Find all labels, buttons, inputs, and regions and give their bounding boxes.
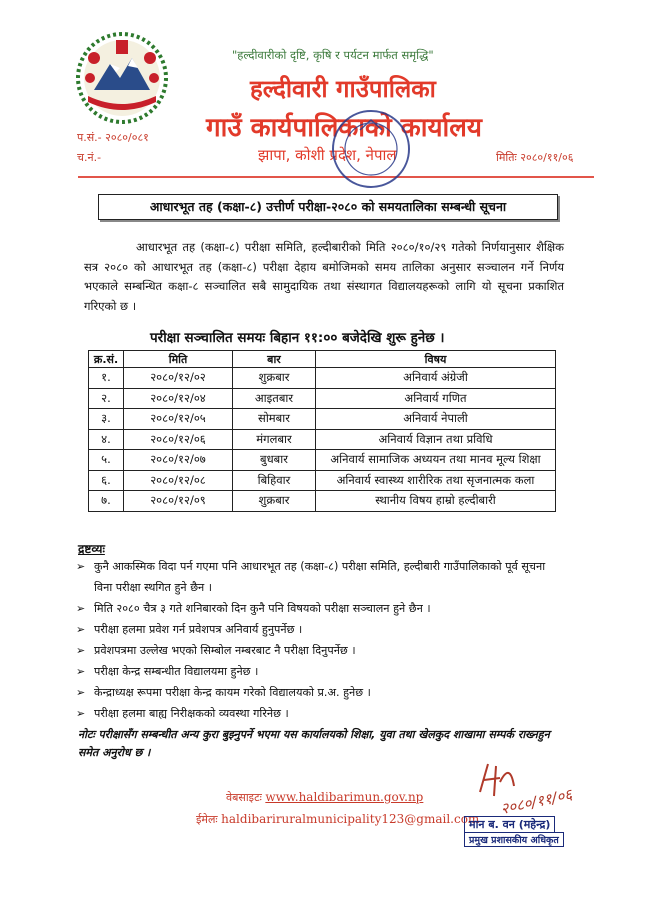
arrow-bullet-icon: ➢ [76, 644, 86, 657]
office-address: झापा, कोशी प्रदेश, नेपाल [258, 146, 397, 164]
row-date: २०८०/१२/०८ [124, 470, 233, 491]
row-subject: अनिवार्य स्वास्थ्य शारीरिक तथा सृजनात्मक कला [316, 470, 556, 491]
note-text: कुनै आकस्मिक विदा पर्न गएमा पनि आधारभूत तह (कक्षा-८) परीक्षा समिति, हल्दीबारी गाउँपालिकाको पूर्व सूचना विना परीक्षा स्थगित हुने छैन । [94, 560, 546, 594]
office-name: गाउँ कार्यपालिकाको कार्यालय [206, 113, 482, 143]
note-text: मिति २०८० चैत्र ३ गते शनिबारको दिन कुनै पनि विषयको परीक्षा सञ्चालन हुने छैन । [94, 602, 431, 615]
row-date: २०८०/१२/०४ [124, 388, 233, 409]
website-link[interactable]: www.haldibarimun.gov.np [265, 790, 424, 804]
row-day: मंगलबार [233, 429, 316, 450]
note-text: परीक्षा हलमा प्रवेश गर्न प्रवेशपत्र अनिवार्य हुनुपर्नेछ । [94, 623, 303, 636]
notice-subject: आधारभूत तह (कक्षा-८) उत्तीर्ण परीक्षा-२०८० को समयतालिका सम्बन्धी सूचना [98, 194, 558, 220]
arrow-bullet-icon: ➢ [76, 623, 86, 636]
list-item [76, 556, 556, 598]
final-note: नोटः परीक्षासँग सम्बन्धीत अन्य कुरा बुझ्नुपर्ने भएमा यस कार्यालयको शिक्षा, युवा तथा खेलकुद शाखामा सम्पर्क राख्नहुन समेत अनुरोध छ । [78, 728, 550, 759]
note-text: प्रवेशपत्रमा उल्लेख भएको सिम्बोल नम्बरबाट नै परीक्षा दिनुपर्नेछ । [94, 644, 356, 657]
row-date: २०८०/१२/०५ [124, 409, 233, 430]
list-item [76, 703, 556, 724]
arrow-bullet-icon: ➢ [76, 707, 86, 720]
note-text: परीक्षा हलमा बाह्य निरीक्षकको व्यवस्था गरिनेछ । [94, 707, 289, 720]
row-subject: स्थानीय विषय हाम्रो हल्दीबारी [316, 491, 556, 512]
row-subject: अनिवार्य नेपाली [316, 409, 556, 430]
row-sn: २. [89, 388, 124, 409]
email-line [196, 812, 479, 827]
signatory-name: मान ब. वन (महेन्द्र) [464, 816, 555, 833]
row-day: सोमबार [233, 409, 316, 430]
notes-list [76, 556, 556, 724]
website-line [226, 790, 423, 805]
note-text: परीक्षा केन्द्र सम्बन्धीत विद्यालयमा हुनेछ । [94, 665, 259, 678]
column-header-day: बार [233, 351, 316, 368]
nepal-emblem-icon [74, 28, 170, 128]
row-subject: अनिवार्य विज्ञान तथा प्रविधि [316, 429, 556, 450]
row-date: २०८०/१२/०७ [124, 450, 233, 471]
table-row [89, 450, 556, 471]
arrow-bullet-icon: ➢ [76, 602, 86, 615]
row-day: शुक्रबार [233, 368, 316, 389]
row-sn: १. [89, 368, 124, 389]
row-date: २०८०/१२/०२ [124, 368, 233, 389]
note-text: केन्द्राध्यक्ष रूपमा परीक्षा केन्द्र कायम गरेको विद्यालयको प्र.अ. हुनेछ । [94, 686, 371, 699]
slogan: "हल्दीवारीको दृष्टि, कृषि र पर्यटन मार्फत समृद्धि" [232, 48, 434, 62]
row-date: २०८०/१२/०९ [124, 491, 233, 512]
signatory-title: प्रमुख प्रशासकीय अधिकृत [464, 832, 564, 847]
table-row [89, 368, 556, 389]
list-item [76, 661, 556, 682]
email-link[interactable]: haldibariruralmunicipality123@gmail.com [221, 812, 480, 826]
notice-body: आधारभूत तह (कक्षा-८) परीक्षा समिति, हल्दीबारीको मिति २०८०/१०/२९ गतेको निर्णयानुसार शैक्षिक सत्र २०८० को आधारभूत तह (कक्षा-८) परीक्षा देहाय बमोजिमको समय तालिका अनुसार सञ्चालन गर्ने निर्णय भएकाले सम्बन्धित कक्षा-८ सञ्चालित सबै सामुदायिक तथा संस्थागत विद्यालयहरूको लागि यो सूचना प्रकाशित गरिएको छ । [84, 240, 564, 313]
website-label: वेबसाइटः [226, 791, 262, 804]
row-day: बिहिवार [233, 470, 316, 491]
list-item [76, 640, 556, 661]
row-subject: अनिवार्य गणित [316, 388, 556, 409]
issue-date: मितिः २०८०/११/०६ [496, 151, 574, 164]
list-item [76, 598, 556, 619]
exam-schedule-table [88, 350, 556, 512]
table-row [89, 429, 556, 450]
row-sn: ४. [89, 429, 124, 450]
table-row [89, 491, 556, 512]
row-subject: अनिवार्य सामाजिक अध्ययन तथा मानव मूल्य शिक्षा [316, 450, 556, 471]
row-sn: ६. [89, 470, 124, 491]
table-row [89, 470, 556, 491]
row-sn: ५. [89, 450, 124, 471]
signature-date: २०८०/११/०६ [498, 785, 574, 818]
column-header-sn: क्र.सं. [89, 351, 124, 368]
list-item [76, 619, 556, 640]
reference-number: प.सं.- २०८०/०८१ [77, 131, 149, 144]
row-subject: अनिवार्य अंग्रेजी [316, 368, 556, 389]
table-header-row [89, 351, 556, 368]
exam-time-heading: परीक्षा सञ्चालित समयः बिहान ११:०० बजेदेखि शुरू हुनेछ । [150, 330, 445, 346]
row-day: शुक्रबार [233, 491, 316, 512]
handwritten-signature-icon [470, 752, 600, 818]
municipality-name: हल्दीवारी गाउँपालिका [250, 75, 436, 103]
row-date: २०८०/१२/०६ [124, 429, 233, 450]
list-item [76, 682, 556, 703]
row-day: बुधबार [233, 450, 316, 471]
arrow-bullet-icon: ➢ [76, 560, 86, 573]
row-sn: ७. [89, 491, 124, 512]
table-row [89, 388, 556, 409]
column-header-subject: विषय [316, 351, 556, 368]
notes-title: द्रष्टव्यः [78, 542, 105, 556]
table-row [89, 409, 556, 430]
column-header-date: मिति [124, 351, 233, 368]
arrow-bullet-icon: ➢ [76, 686, 86, 699]
row-day: आइतबार [233, 388, 316, 409]
letter-number: च.नं.- [77, 151, 102, 164]
arrow-bullet-icon: ➢ [76, 665, 86, 678]
office-stamp-icon [330, 108, 412, 190]
row-sn: ३. [89, 409, 124, 430]
email-label: ईमेलः [196, 813, 218, 826]
